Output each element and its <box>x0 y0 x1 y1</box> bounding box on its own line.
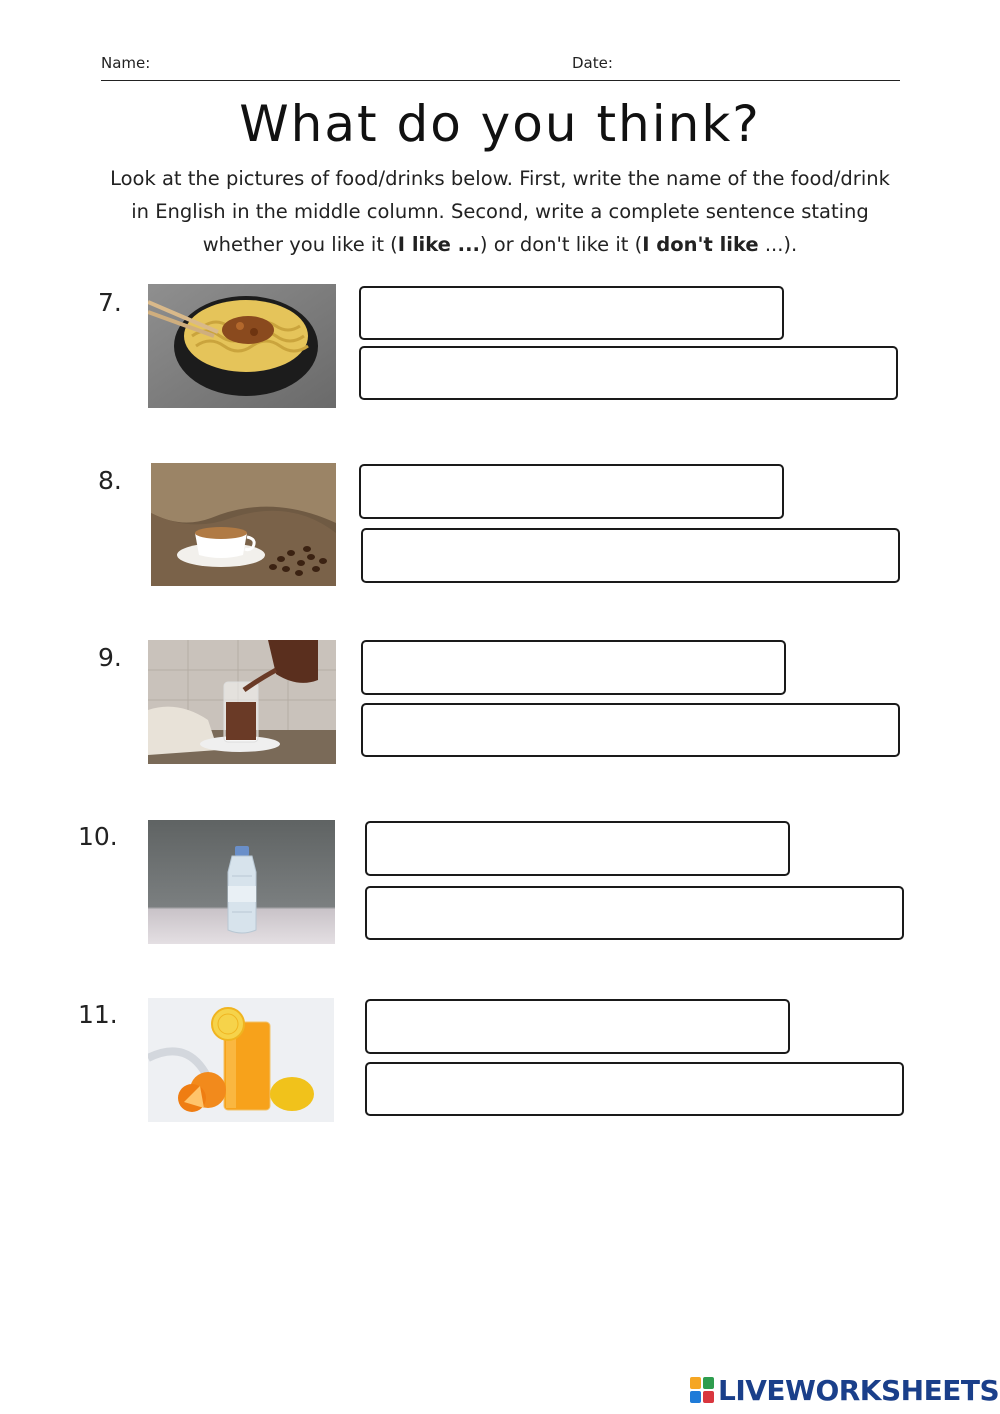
instructions <box>60 162 940 261</box>
instructions-line-2: in English in the middle column. Second, write a complete sentence stating <box>131 200 869 223</box>
food-name-input[interactable] <box>365 821 790 876</box>
chocolate-milk-image <box>148 640 336 764</box>
water-bottle-image <box>148 820 335 944</box>
item-number: 10. <box>78 822 118 851</box>
logo-icon <box>690 1377 714 1403</box>
orange-juice-image <box>148 998 334 1122</box>
liveworksheets-logo <box>690 1372 999 1408</box>
name-label: Name: <box>101 54 151 72</box>
food-name-input[interactable] <box>359 286 784 340</box>
item-number: 9. <box>98 643 122 672</box>
sentence-input[interactable] <box>361 528 900 583</box>
food-name-input[interactable] <box>361 640 786 695</box>
food-name-input[interactable] <box>359 464 784 519</box>
food-name-input[interactable] <box>365 999 790 1054</box>
item-number: 7. <box>98 288 122 317</box>
coffee-cup-image <box>151 463 336 586</box>
sentence-input[interactable] <box>365 1062 904 1116</box>
instructions-line-1: Look at the pictures of food/drinks below. First, write the name of the food/drink <box>110 167 890 190</box>
item-number: 8. <box>98 466 122 495</box>
sentence-input[interactable] <box>365 886 904 940</box>
sentence-input[interactable] <box>361 703 900 757</box>
page-title: What do you think? <box>239 95 761 153</box>
item-number: 11. <box>78 1000 118 1029</box>
name-date-line <box>101 52 900 81</box>
noodles-bowl-image <box>148 284 336 408</box>
instructions-line-3: whether you like it (I like ...) or don't like it (I don't like ...). <box>202 233 798 256</box>
sentence-input[interactable] <box>359 346 898 400</box>
logo-text: LIVEWORKSHEETS <box>718 1373 1000 1407</box>
date-label: Date: <box>572 54 613 72</box>
